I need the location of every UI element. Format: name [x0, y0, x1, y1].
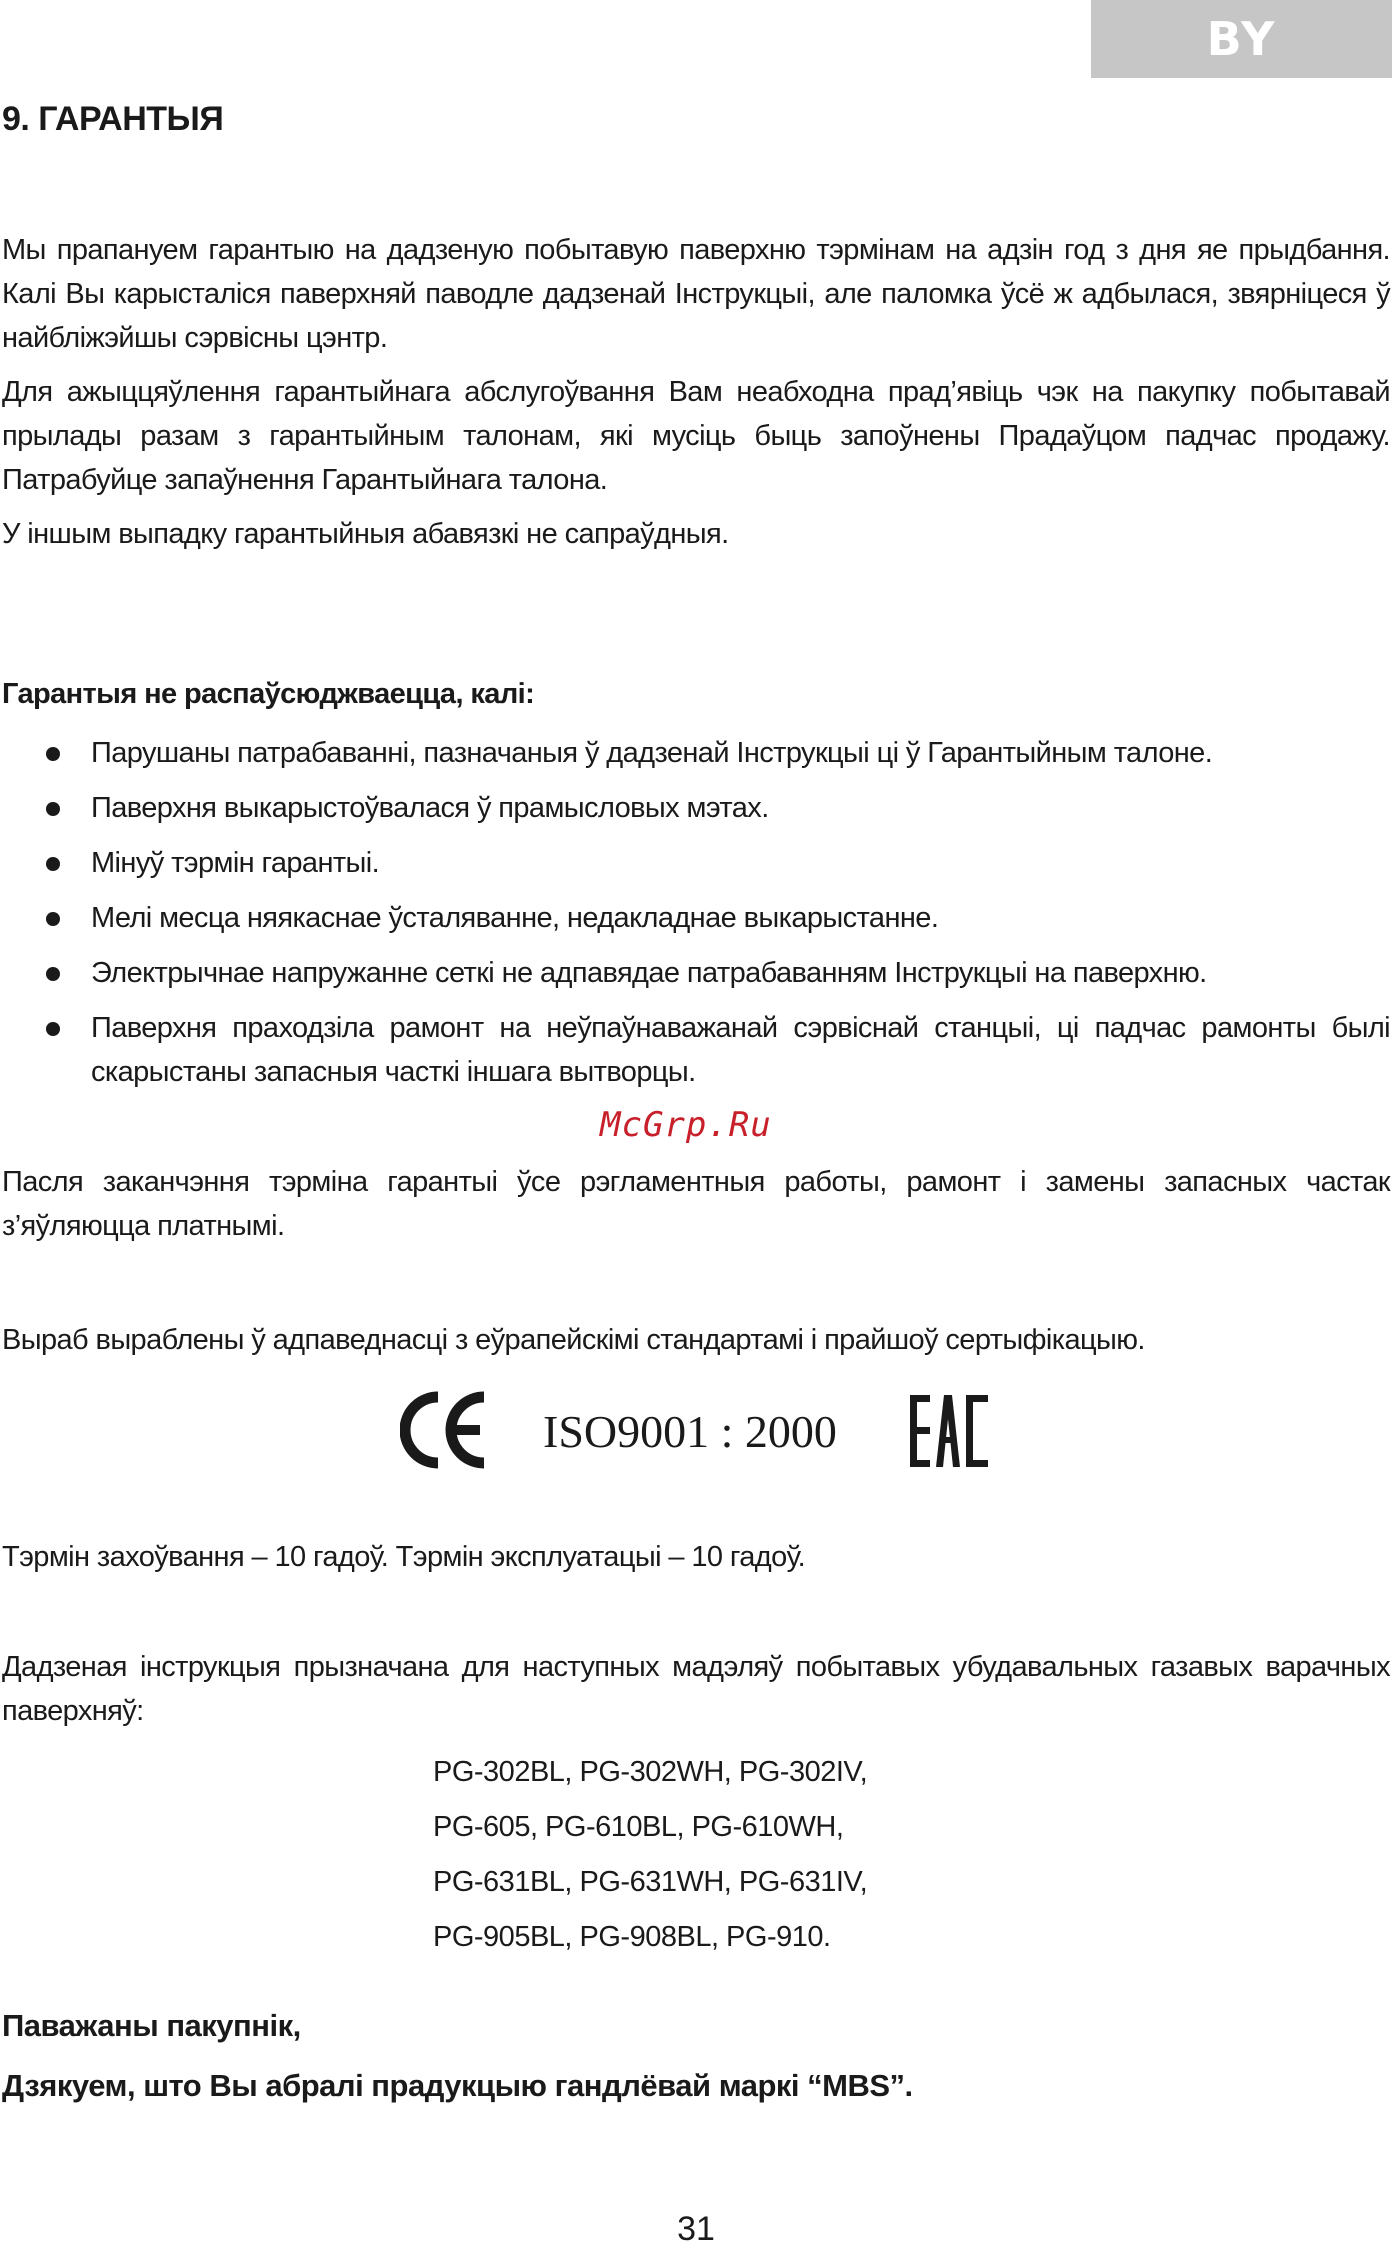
bullet-icon — [46, 802, 60, 816]
exclusions-title: Гарантыя не распаўсюджваецца, калі: — [2, 678, 535, 710]
section-heading: 9. ГАРАНТЫЯ — [2, 100, 224, 138]
bullet-icon — [46, 967, 60, 981]
bullet-icon — [46, 912, 60, 926]
list-item: PG-905BL, PG-908BL, PG-910. — [433, 1921, 831, 1953]
watermark: McGrp.Ru — [600, 1105, 772, 1145]
eac-mark-icon — [910, 1391, 990, 1471]
post-warranty-paragraph: Пасля заканчэння тэрміна гарантыі ўсе рэгламентныя работы, рамонт і замены запасных частак з’яўляюцца платнымі. — [2, 1166, 1390, 1242]
list-item: Паверхня праходзіла рамонт на неўпаўнаважанай сэрвіснай станцыі, ці падчас рамонты былі скарыстаны запасныя часткі іншага вытворцы. — [0, 1006, 1392, 1094]
list-item: Мінуў тэрмін гарантыі. — [0, 841, 1392, 885]
models-list — [433, 1745, 867, 1965]
list-item: PG-631BL, PG-631WH, PG-631IV, — [433, 1866, 868, 1898]
closing-thanks: Дзякуем, што Вы абралі прадукцыю гандлёвай маркі “MBS”. — [2, 2068, 913, 2103]
terms-paragraph: Тэрмін захоўвання – 10 гадоў. Тэрмін эксплуатацыі – 10 гадоў. — [2, 1541, 806, 1573]
certification-paragraph: Выраб выраблены ў адпаведнасці з еўрапейскімі стандартамі і прайшоў сертыфікацыю. — [2, 1324, 1145, 1356]
bullet-icon — [46, 857, 60, 871]
warranty-paragraph-2: Для ажыццяўлення гарантыйнага абслугоўвання Вам неабходна прад’явіць чэк на пакупку побытавай прылады разам з гарантыйным талонам, які мусіць быць запоўнены Прадаўцом падчас продажу. Патрабуйце запаўнення Гарантыйнага талона. — [2, 376, 1390, 496]
page-number: 31 — [677, 2210, 715, 2248]
ce-mark-icon — [400, 1391, 490, 1469]
list-item: Паверхня выкарыстоўвалася ў прамысловых мэтах. — [0, 786, 1392, 830]
list-item: PG-302BL, PG-302WH, PG-302IV, — [433, 1756, 868, 1788]
list-item: Мелі месца няякаснае ўсталяванне, недакладнае выкарыстанне. — [0, 896, 1392, 940]
warranty-paragraph-1: Мы прапануем гарантыю на дадзеную побытавую паверхню тэрмінам на адзін год з дня яе прыдбання. Калі Вы карысталіся паверхняй паводле дадзенай Інструкцыі, але паломка ўсё ж адбылася, звярніцеся ў найбліжэйшы сэрвісны цэнтр. — [2, 234, 1390, 354]
warranty-paragraph-3: У іншым выпадку гарантыйныя абавязкі не сапраўдныя. — [2, 518, 729, 550]
exclusions-list — [0, 731, 1392, 1105]
language-tab: BY — [1091, 0, 1392, 78]
bullet-icon — [46, 747, 60, 761]
closing-greeting: Паважаны пакупнік, — [2, 2008, 301, 2043]
list-item: Электрычнае напружанне сеткі не адпавядае патрабаванням Інструкцыі на паверхню. — [0, 951, 1392, 995]
certification-marks — [0, 1385, 1392, 1475]
list-item: PG-605, PG-610BL, PG-610WH, — [433, 1811, 844, 1843]
models-intro-paragraph: Дадзеная інструкцыя прызначана для наступных мадэляў побытавых убудавальных газавых варачных паверхняў: — [2, 1651, 1390, 1727]
iso-certification-text: ISO9001 : 2000 — [543, 1406, 837, 1457]
list-item: Парушаны патрабаванні, пазначаныя ў дадзенай Інструкцыі ці ў Гарантыйным талоне. — [0, 731, 1392, 775]
bullet-icon — [46, 1022, 60, 1036]
